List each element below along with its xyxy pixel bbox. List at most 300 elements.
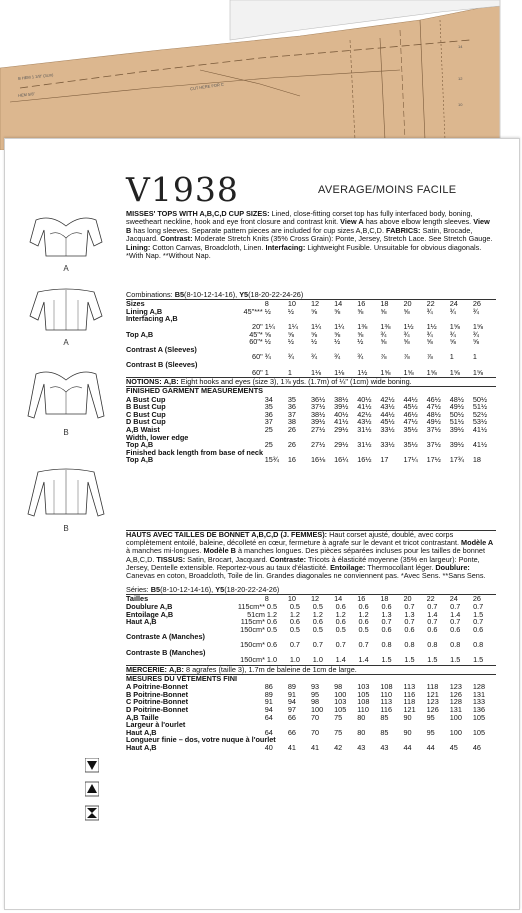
row-label: Largeur à l'ourlet [126, 720, 186, 730]
view-a-label: View A [340, 217, 364, 227]
french-sizes-table [126, 594, 496, 603]
table-cell: 34 [264, 394, 273, 404]
row-label: Longueur finie – dos, votre nuque à l'ourlet [126, 735, 276, 745]
table-cell: 35½ [403, 440, 418, 450]
table-cell: ¾ [287, 352, 294, 362]
table-cell: 0.8 [404, 639, 415, 649]
table-cell: 85 [380, 727, 389, 737]
table-row [126, 369, 496, 377]
notions-views: A,B: [163, 377, 179, 387]
table-cell: 1.4 [427, 609, 438, 619]
view-label-b-back: B [63, 524, 69, 533]
table-cell: 1¼ [287, 321, 299, 331]
contraste-label: Contraste: [269, 554, 307, 564]
table-cell: 1½ [426, 321, 437, 331]
row-label: Interfacing A,B [126, 314, 178, 324]
size-cell: 22 [426, 594, 435, 604]
table-cell: 1¼ [264, 321, 275, 331]
table-cell: 0.7 [335, 639, 346, 649]
doublure-label: Doublure: [435, 562, 470, 572]
table-cell: ¾ [426, 329, 433, 339]
french-description [126, 530, 496, 752]
table-cell: 126 [426, 704, 439, 714]
table-cell: 1 [287, 367, 292, 377]
view-label-a-front: A [63, 264, 69, 273]
table-cell: 41½ [334, 417, 349, 427]
table-cell: ⅝ [357, 329, 364, 339]
table-cell: 1.4 [358, 655, 369, 665]
row-spacer [235, 456, 265, 464]
row-label: Top A,B [126, 329, 154, 339]
table-cell: 0.6 [404, 624, 415, 634]
lining-label: Lining: [126, 242, 151, 252]
row-label: Contraste A (Manches) [126, 632, 205, 642]
table-cell: 116 [380, 704, 393, 714]
table-cell: 0.6 [450, 624, 461, 634]
table-cell: 31½ [357, 424, 372, 434]
table-cell: 0.7 [473, 617, 484, 627]
table-cell: ⅝ [287, 329, 294, 339]
row-fabric-width: 60" [252, 367, 263, 377]
row-fabric-width: 45"* [249, 329, 263, 339]
table-cell: 46½ [403, 409, 418, 419]
table-cell: 1.2 [266, 609, 278, 619]
table-cell: 37½ [311, 402, 326, 412]
table-cell: 16¼ [334, 455, 349, 465]
table-cell: 98 [311, 697, 320, 707]
pattern-code: V1938 [126, 170, 239, 209]
table-cell: 1⅝ [472, 321, 484, 331]
table-cell: 50½ [472, 394, 488, 404]
table-cell: 131 [472, 689, 486, 699]
table-cell: 0.7 [404, 602, 415, 612]
table-cell: 48½ [449, 394, 464, 404]
table-cell: 91 [287, 689, 296, 699]
table-cell: 49½ [426, 417, 441, 427]
tissue-label-10: 10 [458, 102, 463, 107]
table-cell: 53½ [472, 417, 488, 427]
row-label: Haut A,B [126, 617, 157, 627]
table-cell: 44½ [403, 394, 418, 404]
table-cell: ½ [287, 306, 294, 316]
table-cell: 49½ [449, 402, 464, 412]
table-cell: 1.2 [358, 609, 369, 619]
comb-b5-sizes: (8-10-12-14-16), [184, 290, 238, 299]
table-cell: 113 [403, 682, 416, 692]
table-cell: 37½ [426, 424, 441, 434]
size-cell: 8 [264, 594, 269, 604]
size-cell: 24 [449, 594, 458, 604]
row-spacer [235, 744, 265, 752]
table-cell: 100 [334, 689, 347, 699]
size-cell: 18 [380, 594, 389, 604]
table-cell: 0.7 [358, 639, 369, 649]
french-mesures-table [126, 683, 496, 751]
table-cell: 105 [472, 727, 486, 737]
row-spacer [235, 426, 265, 434]
view-a-text: has above elbow length sleeves. [365, 217, 472, 227]
table-cell: 0.8 [427, 639, 438, 649]
table-cell: 90 [403, 727, 412, 737]
comb-y5: Y5 [239, 290, 249, 299]
size-cell: 18 [380, 299, 389, 309]
view-a-front-sketch [26, 212, 106, 262]
table-cell: 31½ [357, 440, 372, 450]
view-b-back-sketch [26, 466, 106, 526]
table-row [126, 603, 496, 611]
table-cell: 0.7 [427, 617, 438, 627]
table-row [126, 656, 496, 664]
contrast-text: Moderate Stretch Knits (35% Cross Grain): Ponte, Jersey, Stretch Lace. See Stretch Gauge. [194, 234, 493, 244]
table-cell: 0.8 [450, 639, 461, 649]
tissue-label-cut: CUT HERE FOR C [189, 81, 225, 92]
table-cell: 0.6 [312, 617, 323, 627]
table-cell: 128 [472, 682, 486, 692]
table-cell: 1⅜ [380, 321, 391, 331]
table-cell: 1.3 [404, 609, 415, 619]
row-label: Haut A,B [126, 727, 157, 737]
table-cell: 110 [357, 704, 369, 714]
table-cell: 1⅝ [472, 367, 484, 377]
view-b-text: has long sleeves. Separate pattern pieces are included for cup sizes A,B,C,D. [133, 225, 384, 235]
entoilage-text: Thermocollant léger. [367, 562, 434, 572]
row-label: Contrast B (Sleeves) [126, 359, 198, 369]
table-cell: 38½ [334, 394, 349, 404]
table-cell: ⅝ [311, 329, 318, 339]
table-cell: 43½ [380, 402, 395, 412]
table-cell: ¾ [264, 352, 271, 362]
table-cell: 1⅝ [403, 367, 414, 377]
table-cell: 0.6 [358, 602, 369, 612]
row-label [126, 369, 235, 377]
size-cell: 8 [264, 299, 269, 309]
size-cell: 22 [426, 299, 435, 309]
french-metrage-table [126, 603, 496, 664]
contraste-text: Tricots à élasticité moyenne (35% en largeur): Ponte, Jersey, Dentelle extensible. Reportez-vous au taux d'élasticité. [126, 554, 480, 572]
table-cell: 17¾ [449, 455, 464, 465]
english-yardage-table [126, 308, 496, 376]
table-cell: 41½ [357, 402, 372, 412]
table-cell: 66 [287, 727, 296, 737]
table-cell: 108 [357, 697, 370, 707]
table-cell: 1.3 [381, 609, 392, 619]
table-cell: 26 [287, 440, 296, 450]
difficulty-label: AVERAGE/MOINS FACILE [318, 184, 457, 196]
table-cell: 29½ [334, 424, 349, 434]
table-cell: ⅝ [426, 337, 433, 347]
row-spacer [235, 698, 265, 706]
size-cell: 26 [472, 299, 481, 309]
table-cell: 1.0 [266, 655, 278, 665]
table-cell: 0.6 [335, 602, 346, 612]
table-cell: 121 [426, 689, 439, 699]
row-label [126, 656, 234, 664]
row-label: Contraste B (Manches) [126, 647, 206, 657]
table-cell: 1.4 [335, 655, 346, 665]
series-b5: B5 [150, 585, 161, 595]
table-cell: 103 [334, 697, 347, 707]
table-cell: ½ [357, 337, 364, 347]
table-cell: 1⅝ [449, 367, 460, 377]
row-label: Top A,B [126, 440, 154, 450]
table-cell: ½ [311, 337, 318, 347]
table-row [126, 611, 496, 619]
table-cell: 1.0 [289, 655, 300, 665]
row-fabric-width: 115cm* [240, 617, 265, 627]
tissus-text: Satin, Brocart, Jacquard. [187, 554, 268, 564]
table-cell: 136 [472, 704, 486, 714]
notions-text: Eight hooks and eyes (size 3), 1⅞ yds. (1.7m) of ¼" (1cm) wide boning. [180, 377, 412, 387]
table-cell: ¾ [403, 329, 410, 339]
table-cell: 64 [264, 712, 273, 722]
table-cell: 108 [380, 682, 393, 692]
table-cell: 15¾ [264, 455, 279, 465]
table-row [126, 633, 496, 641]
row-spacer [235, 706, 265, 714]
row-label: D Bust Cup [126, 417, 166, 427]
row-fabric-width: 150cm* [240, 639, 265, 649]
fabrics-text: Satin, Brocade, Jacquard. [126, 225, 473, 244]
table-cell: 1.5 [473, 655, 484, 665]
series-label: Séries: [126, 585, 149, 595]
table-cell: 80 [357, 727, 366, 737]
table-cell: ½ [264, 337, 271, 347]
size-cell: 12 [311, 299, 320, 309]
pattern-tissue-drawing [0, 0, 522, 150]
table-cell: ⅞ [426, 352, 433, 362]
english-yardage [126, 291, 496, 464]
table-cell: ⅝ [472, 337, 479, 347]
table-cell: ⅝ [380, 306, 387, 316]
comb-y5-sizes: (18-20-22-24-26) [248, 290, 304, 299]
table-cell: 0.6 [335, 617, 346, 627]
table-cell: 1⅛ [311, 367, 322, 377]
table-cell: 0.7 [312, 639, 323, 649]
table-cell: 39½ [311, 417, 326, 427]
english-desc: Lined, close-fitting corset top has fully interfaced body, boning, sweetheart neckline, hook and eye front closure and contrast knit. [126, 209, 473, 227]
table-cell: 0.7 [473, 602, 484, 612]
row-fabric-width: 60" [252, 352, 263, 362]
table-cell: 0.6 [381, 624, 392, 634]
notions-label: NOTIONS: [126, 377, 162, 387]
row-label: Finished back length from base of neck [126, 447, 264, 457]
table-cell: 133 [472, 697, 486, 707]
french-desc-block [126, 530, 496, 580]
table-cell: 39½ [449, 440, 464, 450]
row-label: A Poitrine-Bonnet [126, 682, 188, 692]
table-cell: 27½ [311, 424, 326, 434]
table-cell: 66 [287, 712, 296, 722]
table-cell: 26 [287, 424, 296, 434]
table-cell: 89 [287, 682, 296, 692]
english-description [126, 210, 496, 260]
row-spacer [235, 418, 265, 426]
table-cell: 1.5 [450, 655, 461, 665]
mercerie-label: MERCERIE: [126, 664, 167, 674]
table-cell: 0.5 [266, 602, 278, 612]
table-cell: 33½ [380, 440, 395, 450]
table-cell: 98 [334, 682, 343, 692]
table-cell: 70 [311, 727, 320, 737]
table-cell: 103 [357, 682, 370, 692]
table-cell: 80 [357, 712, 366, 722]
table-cell: 0.6 [473, 624, 484, 634]
size-cell: 20 [403, 299, 412, 309]
table-cell: 0.6 [266, 617, 278, 627]
table-cell: 118 [403, 697, 416, 707]
row-label: B Bust Cup [126, 402, 166, 412]
table-cell: 27½ [311, 440, 326, 450]
table-cell: 1.5 [473, 609, 484, 619]
series-line [126, 586, 496, 594]
table-cell: ⅝ [264, 329, 271, 339]
table-row [126, 744, 496, 752]
table-row [126, 649, 496, 657]
table-cell: 64 [264, 727, 273, 737]
table-cell: 75 [334, 727, 343, 737]
row-label: Entoilage A,B [126, 609, 174, 619]
sizes-label: Sizes [126, 299, 145, 309]
row-fabric-width: 115cm** [237, 602, 265, 612]
table-cell: 25 [264, 424, 273, 434]
row-label: Contrast A (Sleeves) [126, 344, 197, 354]
table-cell: 1.2 [312, 609, 323, 619]
table-cell: 1⅛ [334, 367, 345, 377]
row-spacer [235, 411, 265, 419]
table-cell: 1¼ [311, 321, 322, 331]
row-fabric-width: 60"* [249, 337, 263, 347]
table-cell: 1.4 [450, 609, 461, 619]
size-cell: 16 [357, 594, 366, 604]
table-cell: 1.0 [312, 655, 323, 665]
table-cell: 70 [311, 712, 320, 722]
table-cell: 0.6 [266, 639, 278, 649]
row-fabric-width: 45"*** [243, 306, 263, 316]
table-cell: 38½ [311, 409, 326, 419]
table-cell: 0.6 [358, 617, 369, 627]
table-cell: ¾ [334, 352, 341, 362]
table-cell: 46½ [426, 394, 441, 404]
table-cell: ½ [287, 337, 294, 347]
table-cell: 1⅝ [449, 321, 460, 331]
view-a-back-sketch [26, 286, 106, 336]
notions [126, 377, 496, 386]
table-cell: 95 [426, 712, 435, 722]
table-cell: ⅝ [334, 329, 341, 339]
table-cell: ¾ [449, 329, 456, 339]
table-row [126, 618, 496, 626]
tissue-label-hem: HEM 5/8" [17, 91, 36, 98]
row-label: Top A,B [126, 455, 154, 465]
table-cell: 91 [264, 697, 273, 707]
mercerie-views: A,B: [168, 664, 184, 674]
mercerie [126, 665, 496, 674]
table-cell: 44½ [380, 409, 395, 419]
table-cell: 105 [357, 689, 370, 699]
table-cell: ½ [334, 337, 341, 347]
table-cell: 35½ [403, 424, 418, 434]
table-cell: 40 [264, 742, 273, 752]
table-cell: 42½ [380, 394, 395, 404]
model-b-text: à manches longues. Des pièces séparées incluses pour les tailles de bonnet A,B,C,D. [126, 546, 485, 564]
model-b-label: Modèle B [203, 546, 236, 556]
table-cell: 33½ [380, 424, 395, 434]
series-y5: Y5 [215, 585, 225, 595]
table-cell: 1.2 [289, 609, 300, 619]
row-label: A,B Waist [126, 424, 160, 434]
tissus-label: TISSUS: [156, 554, 186, 564]
table-cell: 35 [287, 394, 296, 404]
pattern-symbols [85, 758, 99, 824]
table-cell: ¾ [449, 306, 456, 316]
table-cell: ¾ [357, 352, 364, 362]
size-cell: 14 [334, 299, 343, 309]
row-label: C Bust Cup [126, 409, 166, 419]
fabrics-label: FABRICS: [386, 225, 421, 235]
table-cell: 113 [380, 697, 393, 707]
table-cell: 0.7 [450, 602, 461, 612]
table-cell: 1½ [357, 367, 368, 377]
table-cell: 51½ [449, 417, 464, 427]
size-cell: 16 [357, 299, 366, 309]
table-cell: ¾ [472, 329, 479, 339]
table-cell: 126 [449, 689, 462, 699]
table-cell: 39½ [449, 424, 464, 434]
table-cell: 42 [334, 742, 343, 752]
table-cell: 86 [264, 682, 273, 692]
tissue-label-b-hem: B HEM 1 1/8" (3cm) [17, 72, 54, 81]
tissue-label-12: 12 [458, 76, 463, 81]
row-label: Haut A,B [126, 742, 157, 752]
interfacing-label: Interfacing: [265, 242, 306, 252]
table-cell: 18 [472, 455, 481, 465]
size-cell: 24 [449, 299, 458, 309]
table-cell: 123 [426, 697, 439, 707]
table-cell: 85 [380, 712, 389, 722]
english-finished-table [126, 396, 496, 464]
english-title: MISSES' TOPS WITH A,B,C,D CUP SIZES: [126, 209, 270, 218]
table-cell: 43 [357, 742, 366, 752]
series-b5-sizes: (8-10-12-14-16), [160, 585, 214, 595]
table-cell: 0.5 [312, 602, 323, 612]
view-b-front-sketch [26, 366, 106, 426]
table-row [126, 456, 496, 464]
table-cell: ⅝ [403, 337, 410, 347]
table-cell: 17¼ [403, 455, 418, 465]
table-cell: ⅝ [357, 306, 364, 316]
table-cell: 1⅝ [426, 367, 437, 377]
table-cell: 37 [264, 417, 273, 427]
table-cell: 43 [380, 742, 389, 752]
table-cell: 36½ [311, 394, 326, 404]
table-cell: 1 [264, 367, 269, 377]
row-label: A,B Taille [126, 712, 159, 722]
combinations-line [126, 291, 496, 299]
row-spacer [235, 683, 265, 691]
lining-text: Cotton Canvas, Broadcloth, Linen. [152, 242, 264, 252]
row-fabric-width: 51cm [247, 609, 265, 619]
table-cell: 17½ [426, 455, 441, 465]
table-cell: 116 [403, 689, 416, 699]
table-cell: 97 [287, 704, 296, 714]
size-cell: 20 [403, 594, 412, 604]
table-cell: 100 [311, 704, 324, 714]
table-cell: 1½ [403, 321, 414, 331]
table-cell: ¾ [311, 352, 318, 362]
table-cell: 75 [334, 712, 343, 722]
row-spacer [235, 714, 265, 722]
table-cell: 89 [264, 689, 273, 699]
